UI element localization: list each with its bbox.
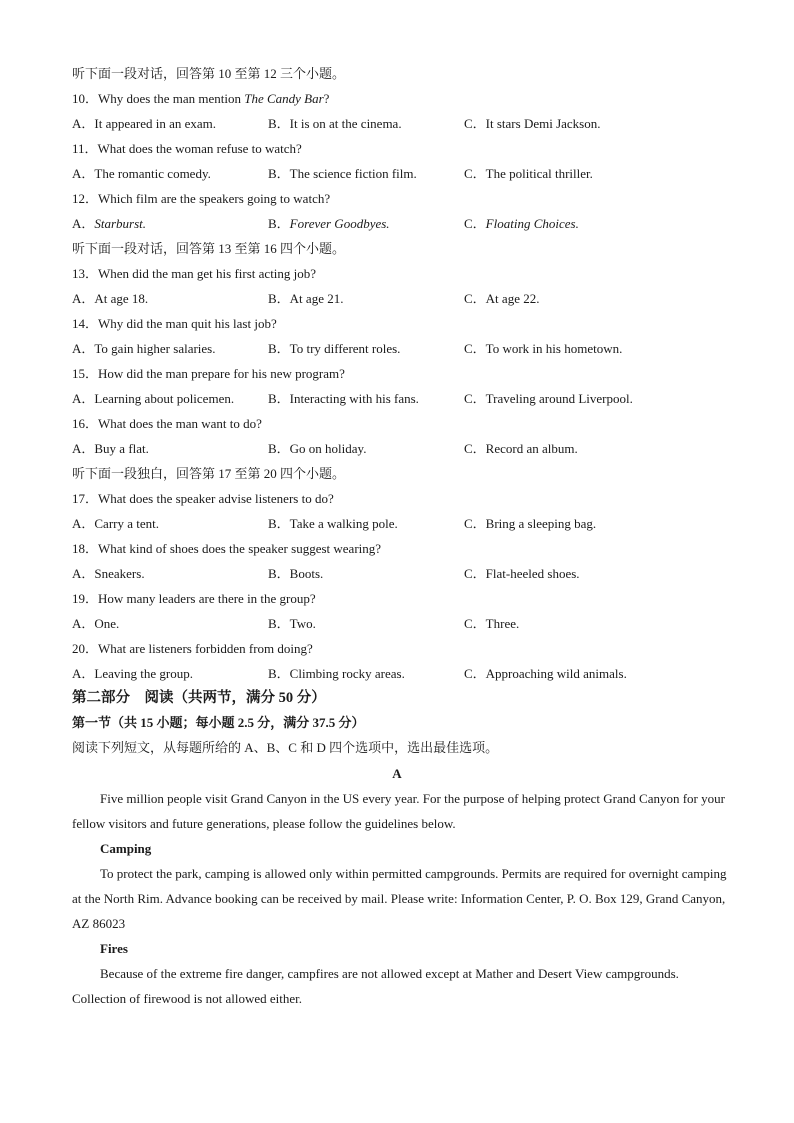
passage-label: A: [392, 766, 402, 781]
part2-subtitle: 第一节（共 15 小题；每小题 2.5 分，满分 37.5 分）: [72, 715, 365, 730]
question-17-stem: 17．What does the speaker advise listeners to do?: [72, 491, 334, 506]
q20-option-c: C．Approaching wild animals.: [464, 666, 627, 681]
question-16-stem: 16．What does the man want to do?: [72, 416, 262, 431]
q10-option-b: B．It is on at the cinema.: [268, 116, 402, 131]
q20-option-b: B．Climbing rocky areas.: [268, 666, 405, 681]
q14-option-b: B．To try different roles.: [268, 341, 401, 356]
q19-option-a: A．One.: [72, 616, 120, 631]
q13-option-b: B．At age 21.: [268, 291, 344, 306]
q17-option-b: B．Take a walking pole.: [268, 516, 398, 531]
q14-option-c: C．To work in his hometown.: [464, 341, 623, 356]
q14-option-a: A．To gain higher salaries.: [72, 341, 216, 356]
q15-option-c: C．Traveling around Liverpool.: [464, 391, 633, 406]
camping-text: To protect the park, camping is allowed only within permitted campgrounds. Permits are required for overnight camping at the North Rim. Advance booking can be received by mail. Please write: Information Center, P. O. Box 129, Grand Canyon, AZ 86023: [72, 866, 727, 931]
q10-option-a: A．It appeared in an exam.: [72, 116, 217, 131]
question-13-stem: 13．When did the man get his first acting job?: [72, 266, 317, 281]
question-20-stem: 20．What are listeners forbidden from doing?: [72, 641, 313, 656]
question-11-stem: 11．What does the woman refuse to watch?: [72, 141, 302, 156]
q15-option-b: B．Interacting with his fans.: [268, 391, 419, 406]
q19-option-c: C．Three.: [464, 616, 520, 631]
q16-option-b: B．Go on holiday.: [268, 441, 367, 456]
section-instruction-1: 听下面一段对话，回答第 10 至第 12 三个小题。: [72, 66, 346, 81]
section-instruction-2: 听下面一段对话，回答第 13 至第 16 四个小题。: [72, 241, 346, 256]
q18-option-b: B．Boots.: [268, 566, 324, 581]
q18-option-a: A．Sneakers.: [72, 566, 145, 581]
question-15-stem: 15．How did the man prepare for his new program?: [72, 366, 345, 381]
q10-option-c: C．It stars Demi Jackson.: [464, 116, 601, 131]
part2-title: 第二部分 阅读（共两节，满分 50 分）: [72, 690, 326, 706]
section-instruction-3: 听下面一段独白，回答第 17 至第 20 四个小题。: [72, 466, 346, 481]
question-10-stem: 10．Why does the man mention The Candy Bar?: [72, 91, 330, 106]
q17-option-a: A．Carry a tent.: [72, 516, 160, 531]
q17-option-c: C．Bring a sleeping bag.: [464, 516, 597, 531]
part2-instruction: 阅读下列短文，从每题所给的 A、B、C 和 D 四个选项中，选出最佳选项。: [72, 740, 499, 755]
fires-heading: Fires: [100, 941, 128, 956]
q11-option-b: B．The science fiction film.: [268, 166, 417, 181]
q15-option-a: A．Learning about policemen.: [72, 391, 235, 406]
q20-option-a: A．Leaving the group.: [72, 666, 193, 681]
question-19-stem: 19．How many leaders are there in the group?: [72, 591, 316, 606]
q12-option-a: A．Starburst.: [72, 216, 147, 231]
q16-option-c: C．Record an album.: [464, 441, 578, 456]
question-12-stem: 12．Which film are the speakers going to watch?: [72, 191, 331, 206]
q12-option-b: B．Forever Goodbyes.: [268, 216, 390, 231]
camping-heading: Camping: [100, 841, 152, 856]
q18-option-c: C．Flat-heeled shoes.: [464, 566, 580, 581]
question-14-stem: 14．Why did the man quit his last job?: [72, 316, 277, 331]
passage-intro: Five million people visit Grand Canyon in the US every year. For the purpose of helping protect Grand Canyon for your fellow visitors and future generations, please follow the guidelines below.: [72, 791, 725, 831]
q16-option-a: A．Buy a flat.: [72, 441, 149, 456]
q13-option-c: C．At age 22.: [464, 291, 540, 306]
question-18-stem: 18．What kind of shoes does the speaker suggest wearing?: [72, 541, 382, 556]
q11-option-a: A．The romantic comedy.: [72, 166, 211, 181]
q12-option-c: C．Floating Choices.: [464, 216, 579, 231]
q13-option-a: A．At age 18.: [72, 291, 149, 306]
fires-text: Because of the extreme fire danger, campfires are not allowed except at Mather and Desert View campgrounds. Collection of firewood is not allowed either.: [72, 966, 679, 1006]
q19-option-b: B．Two.: [268, 616, 316, 631]
q11-option-c: C．The political thriller.: [464, 166, 593, 181]
